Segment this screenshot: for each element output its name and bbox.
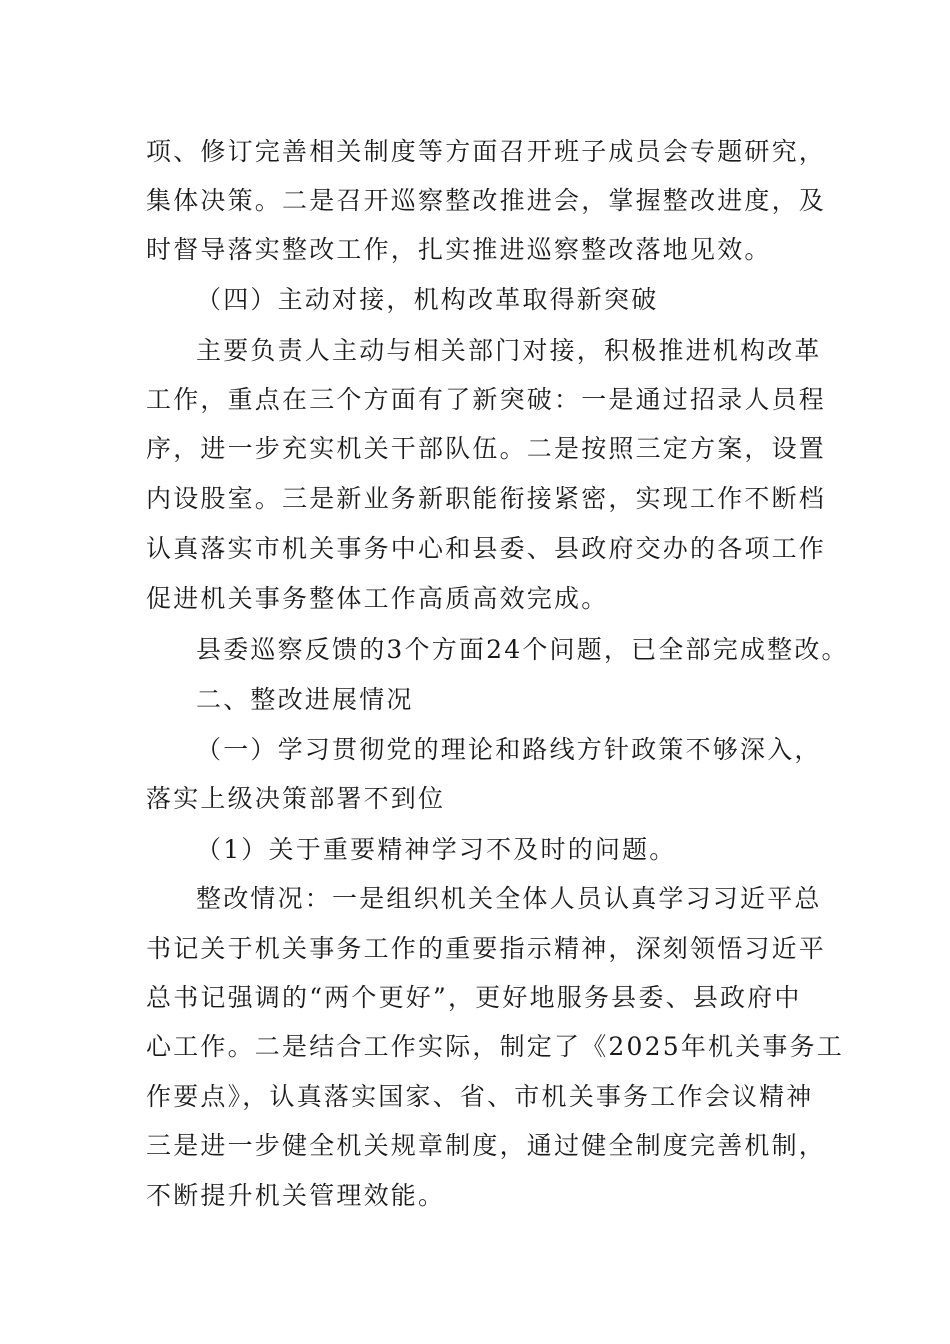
paragraph-line: 整改情况：一是组织机关全体人员认真学习习近平总: [196, 884, 822, 913]
paragraph-line: 集体决策。二是召开巡察整改推进会，掌握整改进度，及: [146, 186, 827, 215]
paragraph-line: 作要点》，认真落实国家、省、市机关事务工作会议精神: [146, 1082, 814, 1111]
paragraph-line: 项、修订完善相关制度等方面召开班子成员会专题研究，: [146, 137, 827, 166]
paragraph-line: 促进机关事务整体工作高质高效完成。: [146, 584, 609, 613]
subsection-heading: 落实上级决策部署不到位: [146, 784, 446, 813]
subsection-heading: （一）学习贯彻党的理论和路线方针政策不够深入，: [196, 735, 822, 764]
paragraph-line: 心工作。二是结合工作实际，制定了《2025年机关事务工: [146, 1032, 845, 1061]
paragraph-line: 三是进一步健全机关规章制度，通过健全制度完善机制，: [146, 1131, 827, 1160]
paragraph-line: 认真落实市机关事务中心和县委、县政府交办的各项工作: [146, 534, 827, 563]
section-heading: 二、整改进展情况: [196, 685, 414, 714]
paragraph-line: 总书记强调的“两个更好”，更好地服务县委、县政府中: [146, 983, 802, 1012]
paragraph-line: 时督导落实整改工作，扎实推进巡察整改落地见效。: [146, 235, 772, 264]
paragraph-line: 内设股室。三是新业务新职能衔接紧密，实现工作不断档: [146, 484, 827, 513]
paragraph-line: 县委巡察反馈的3个方面24个问题，已全部完成整改。: [196, 635, 849, 664]
paragraph-line: 序，进一步充实机关干部队伍。二是按照三定方案，设置: [146, 434, 827, 463]
section-heading: （四）主动对接，机构改革取得新突破: [196, 285, 659, 314]
paragraph-line: 书记关于机关事务工作的重要指示精神，深刻领悟习近平: [146, 934, 827, 963]
paragraph-line: 不断提升机关管理效能。: [146, 1181, 446, 1210]
paragraph-line: 主要负责人主动与相关部门对接，积极推进机构改革: [196, 336, 822, 365]
paragraph-line: 工作，重点在三个方面有了新突破：一是通过招录人员程: [146, 385, 827, 414]
item-heading: （1）关于重要精神学习不及时的问题。: [196, 835, 677, 864]
